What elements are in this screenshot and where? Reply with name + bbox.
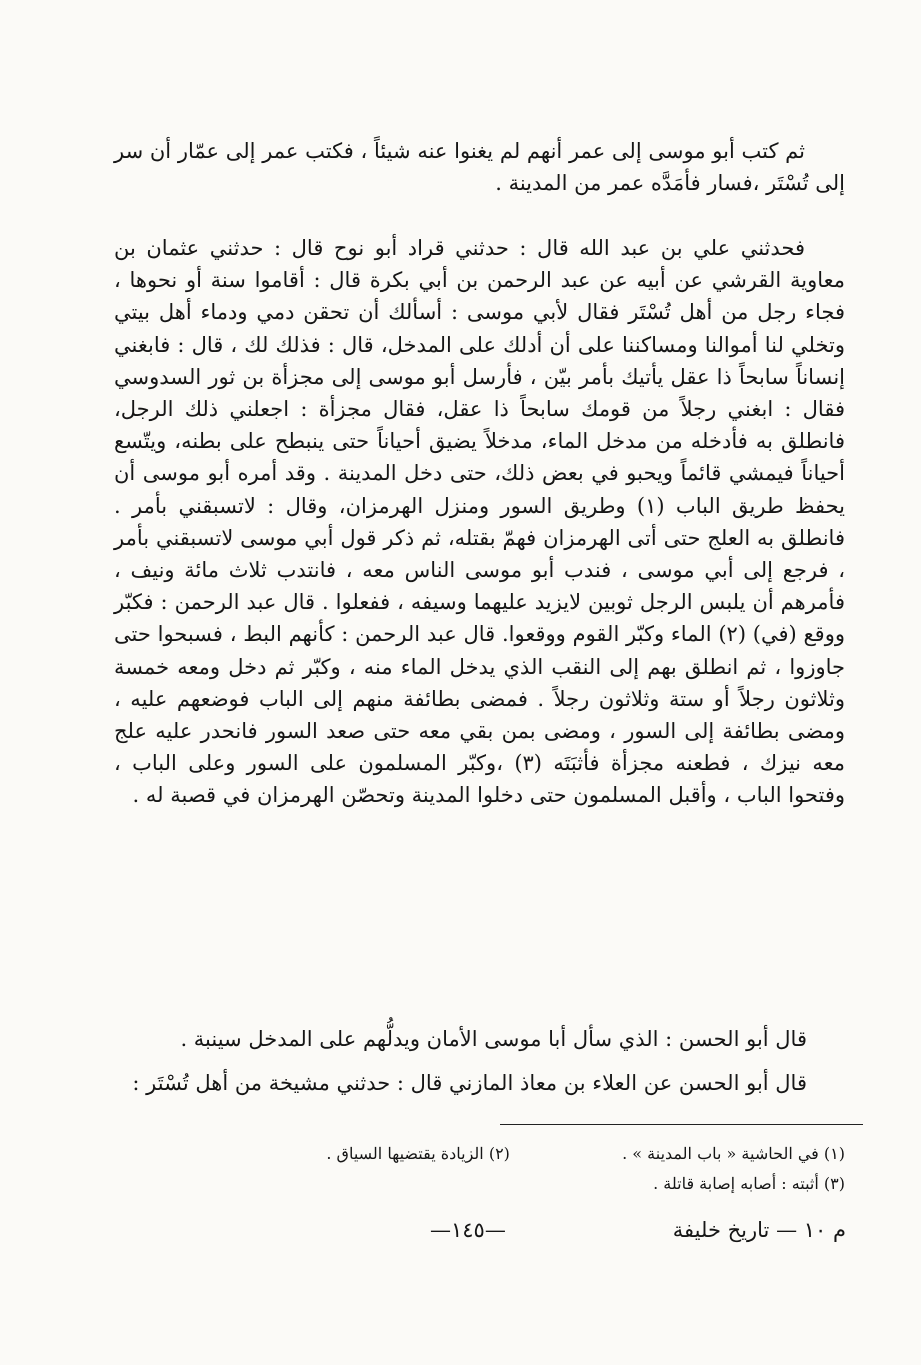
paragraph-3: [114, 1023, 845, 1055]
paragraph-1-text: ثم كتب أبو موسى إلى عمر أنهم لم يغنوا عنه شيئاً ، فكتب عمر إلى عمّار أن سر إلى تُسْتَر ،فسار فأمَدَّه عمر من المدينة .: [114, 139, 845, 196]
paragraph-3-text: قال أبو الحسن : الذي سأل أبا موسى الأمان ويدلُّهم على المدخل سينبة .: [180, 1027, 807, 1051]
footnote-divider: [500, 1124, 863, 1125]
paragraph-4: [114, 1067, 845, 1099]
footnote-1: (١) في الحاشية « باب المدينة » .: [622, 1144, 845, 1163]
paragraph-2-text: فحدثني علي بن عبد الله قال : حدثني قراد أبو نوح قال : حدثني عثمان بن معاوية القرشي عن أبيه عن عبد الرحمن بن أبي بكرة قال : أقاموا سنة أو نحوها ، فجاء رجل من أهل تُسْتَر فقال لأبي موسى : أسألك أن تحقن دمي ودماء أهل بيتي وتخلي لنا أموالنا ومساكننا على أن أدلك على المدخل، قال : فذلك لك ، قال : فابغني إنساناً سابحاً ذا عقل يأتيك بأمر بيّن ، فأرسل أبو موسى إلى مجزأة بن ثور السدوسي فقال : ابغني رجلاً من قومك سابحاً ذا عقل، فقال مجزأة : اجعلني ذلك الرجل، فانطلق به فأدخله من مدخل الماء، مدخلاً يضيق أحياناً حتى ينبطح على بطنه، ويتّسع أحياناً فيمشي قائماً ويحبو في بعض ذلك، حتى دخل المدينة . وقد أمره أبو موسى أن يحفظ طريق الباب (١) وطريق السور ومنزل الهرمزان، وقال : لاتسبقني بأمر . فانطلق به العلج حتى أتى الهرمزان فهمّ بقتله، ثم ذكر قول أبي موسى لاتسبقني بأمر ، فرجع إلى أبي موسى ، فندب أبو موسى الناس معه ، فانتدب ثلاث مائة ونيف ، فأمرهم أن يلبس الرجل ثوبين لايزيد عليهما وسيفه ، ففعلوا . قال عبد الرحمن : فكبّر ووقع (في) (٢) الماء وكبّر القوم ووقعوا. قال عبد الرحمن : كأنهم البط ، فسبحوا حتى جاوزوا ، ثم انطلق بهم إلى النقب الذي يدخل الماء منه ، وكبّر ثم دخل ومعه خمسة وثلاثون رجلاً أو ستة وثلاثون رجلاً . فمضى بطائفة منهم إلى الباب فوضعهم عليه ، ومضى بطائفة إلى السور ، ومضى بمن بقي معه حتى صعد السور فانحدر عليه علج معه نيزك ، فطعنه مجزأة فأثبَتَه (٣) ،وكبّر المسلمون على السور وعلى الباب ، وفتحوا الباب ، وأقبل المسلمون حتى دخلوا المدينة وتحصّن الهرمزان في قصبة له .: [114, 236, 846, 808]
footnote-2: (٢) الزيادة يقتضيها السياق .: [326, 1144, 510, 1163]
page-number: —١٤٥—: [430, 1218, 506, 1242]
footnotes-row-2: [114, 1173, 845, 1195]
book-title-footer: م ١٠ — تاريخ خليفة: [672, 1218, 846, 1242]
paragraph-1: [114, 135, 845, 199]
footnote-3: (٣) أثبته : أصابه إصابة قاتلة .: [653, 1174, 845, 1193]
paragraph-2: [114, 232, 845, 812]
paragraph-4-text: قال أبو الحسن عن العلاء بن معاذ المازني قال : حدثني مشيخة من أهل تُسْتَر :: [132, 1071, 807, 1095]
footnotes-row-1: [114, 1143, 845, 1165]
